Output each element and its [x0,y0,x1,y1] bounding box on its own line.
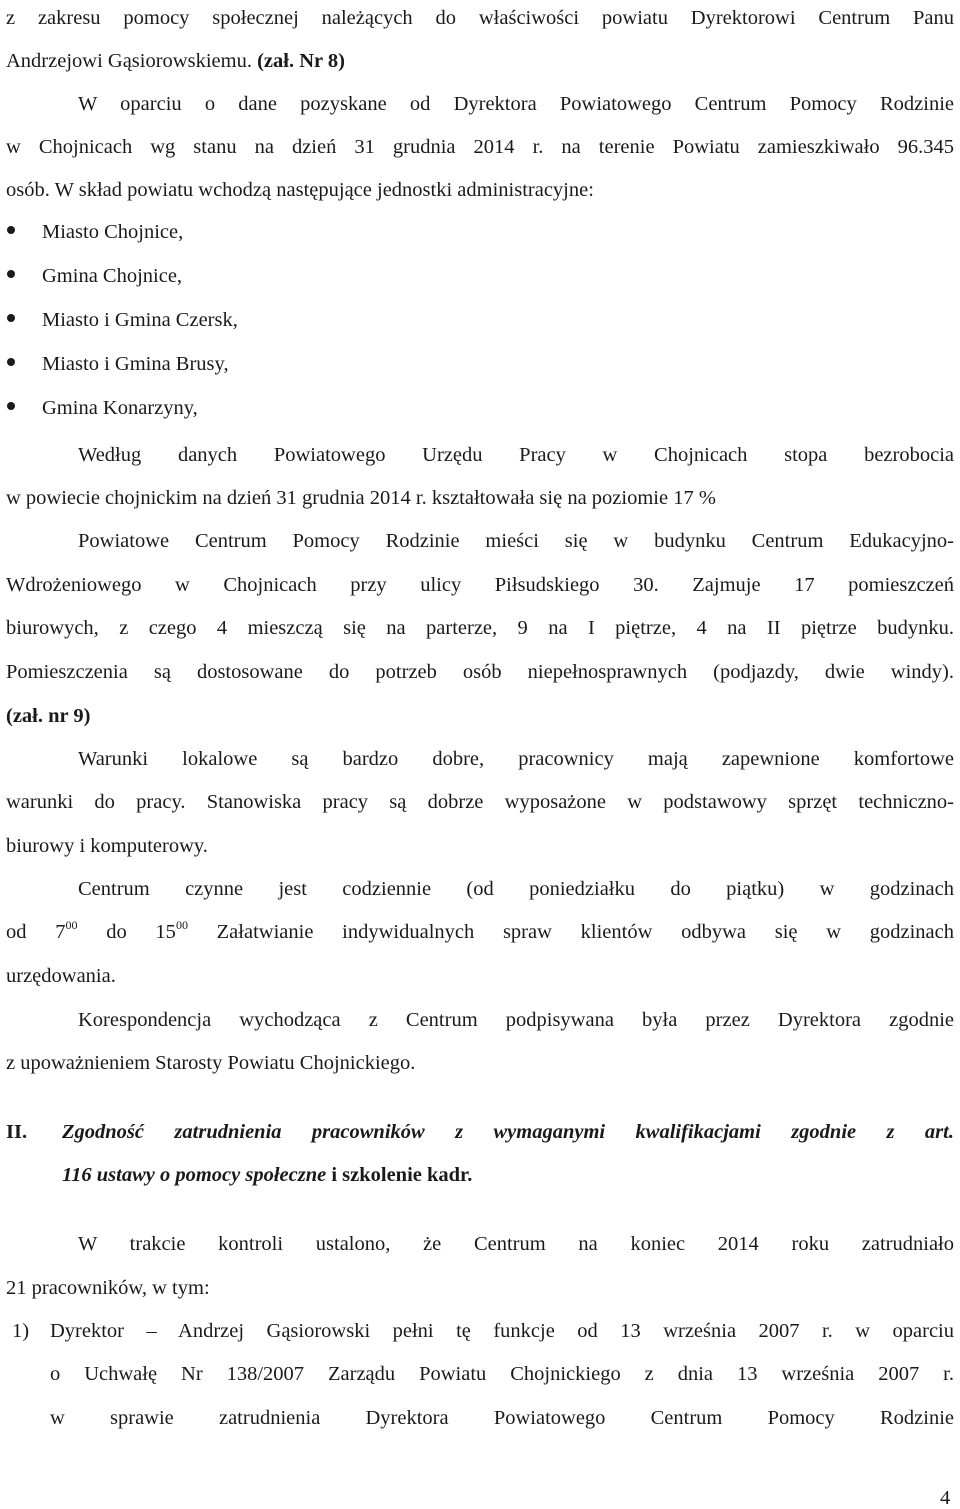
section-heading [62,1165,954,1186]
text-line: osób. W skład powiatu wchodzą następujące jednostki administracyjne: [6,179,594,201]
list-item: Gmina Konarzyny, [42,397,198,419]
list-item: Miasto i Gmina Brusy, [42,353,229,375]
text-span: 116 ustawy o pomocy społeczne [62,1164,327,1186]
text-line: urzędowania. [6,965,116,987]
bullet-icon [7,314,15,322]
text-line [6,918,955,943]
attachment-reference: (zał. Nr 8) [257,50,345,72]
text-span: do 15 [77,921,176,943]
text-line: Warunki lokalowe są bardzo dobre, pracownicy mają zapewnione komfortowe [78,748,954,770]
list-item-line: w sprawie zatrudnienia Dyrektora Powiatowego Centrum Pomocy Rodzinie [50,1407,954,1429]
text-line: Pomieszczenia są dostosowane do potrzeb osób niepełnosprawnych (podjazdy, dwie windy). [6,661,954,683]
text-span: i szkolenie kadr. [326,1164,473,1186]
text-line: Wdrożeniowego w Chojnicach przy ulicy Piłsudskiego 30. Zajmuje 17 pomieszczeń [6,574,954,596]
text-line: Korespondencja wychodząca z Centrum podpisywana była przez Dyrektora zgodnie [78,1009,954,1031]
text-span: od 7 [6,921,66,943]
text-line: z zakresu pomocy społecznej należących do właściwości powiatu Dyrektorowi Centrum Panu [6,7,954,29]
text-span: Załatwianie indywidualnych spraw klientów odbywa się w godzinach [187,921,955,943]
text-line: w powiecie chojnickim na dzień 31 grudnia 2014 r. kształtowała się na poziomie 17 % [6,487,716,509]
text-line: Centrum czynne jest codziennie (od poniedziałku do piątku) w godzinach [78,878,954,900]
page-number: 4 [940,1487,951,1509]
bullet-icon [7,270,15,278]
text-line: Według danych Powiatowego Urzędu Pracy w Chojnicach stopa bezrobocia [78,444,954,466]
bullet-icon [7,402,15,410]
superscript: 00 [175,918,188,932]
text-line: W oparciu o dane pozyskane od Dyrektora Powiatowego Centrum Pomocy Rodzinie [78,93,954,115]
text-line: warunki do pracy. Stanowiska pracy są dobrze wyposażone w podstawowy sprzęt techniczno- [6,791,954,813]
text-line: biurowych, z czego 4 mieszczą się na parterze, 9 na I piętrze, 4 na II piętrze budynku. [6,617,954,639]
list-item: Gmina Chojnice, [42,265,183,287]
section-heading: Zgodność zatrudnienia pracowników z wymaganymi kwalifikacjami zgodnie z art. [62,1121,954,1143]
list-item: Miasto i Gmina Czersk, [42,309,238,331]
list-item: Miasto Chojnice, [42,221,184,243]
bullet-icon [7,358,15,366]
list-item-line: Dyrektor – Andrzej Gąsiorowski pełni tę funkcje od 13 września 2007 r. w oparciu [50,1320,954,1342]
text-line: z upoważnieniem Starosty Powiatu Chojnickiego. [6,1052,416,1074]
list-number: 1) [12,1320,30,1342]
text-line: biurowy i komputerowy. [6,835,208,857]
text-span: Andrzejowi Gąsiorowskiemu. [6,50,258,72]
attachment-reference: (zał. nr 9) [6,705,91,727]
text-line [6,51,954,72]
text-line: W trakcie kontroli ustalono, że Centrum na koniec 2014 roku zatrudniało [78,1233,954,1255]
section-number: II. [6,1121,28,1143]
text-line: w Chojnicach wg stanu na dzień 31 grudnia 2014 r. na terenie Powiatu zamieszkiwało 96.345 [6,136,954,158]
list-item-line: o Uchwałę Nr 138/2007 Zarządu Powiatu Chojnickiego z dnia 13 września 2007 r. [50,1363,954,1385]
bullet-icon [7,226,15,234]
text-line: Powiatowe Centrum Pomocy Rodzinie mieści się w budynku Centrum Edukacyjno- [78,530,954,552]
text-line: 21 pracowników, w tym: [6,1277,210,1299]
superscript: 00 [65,918,78,932]
